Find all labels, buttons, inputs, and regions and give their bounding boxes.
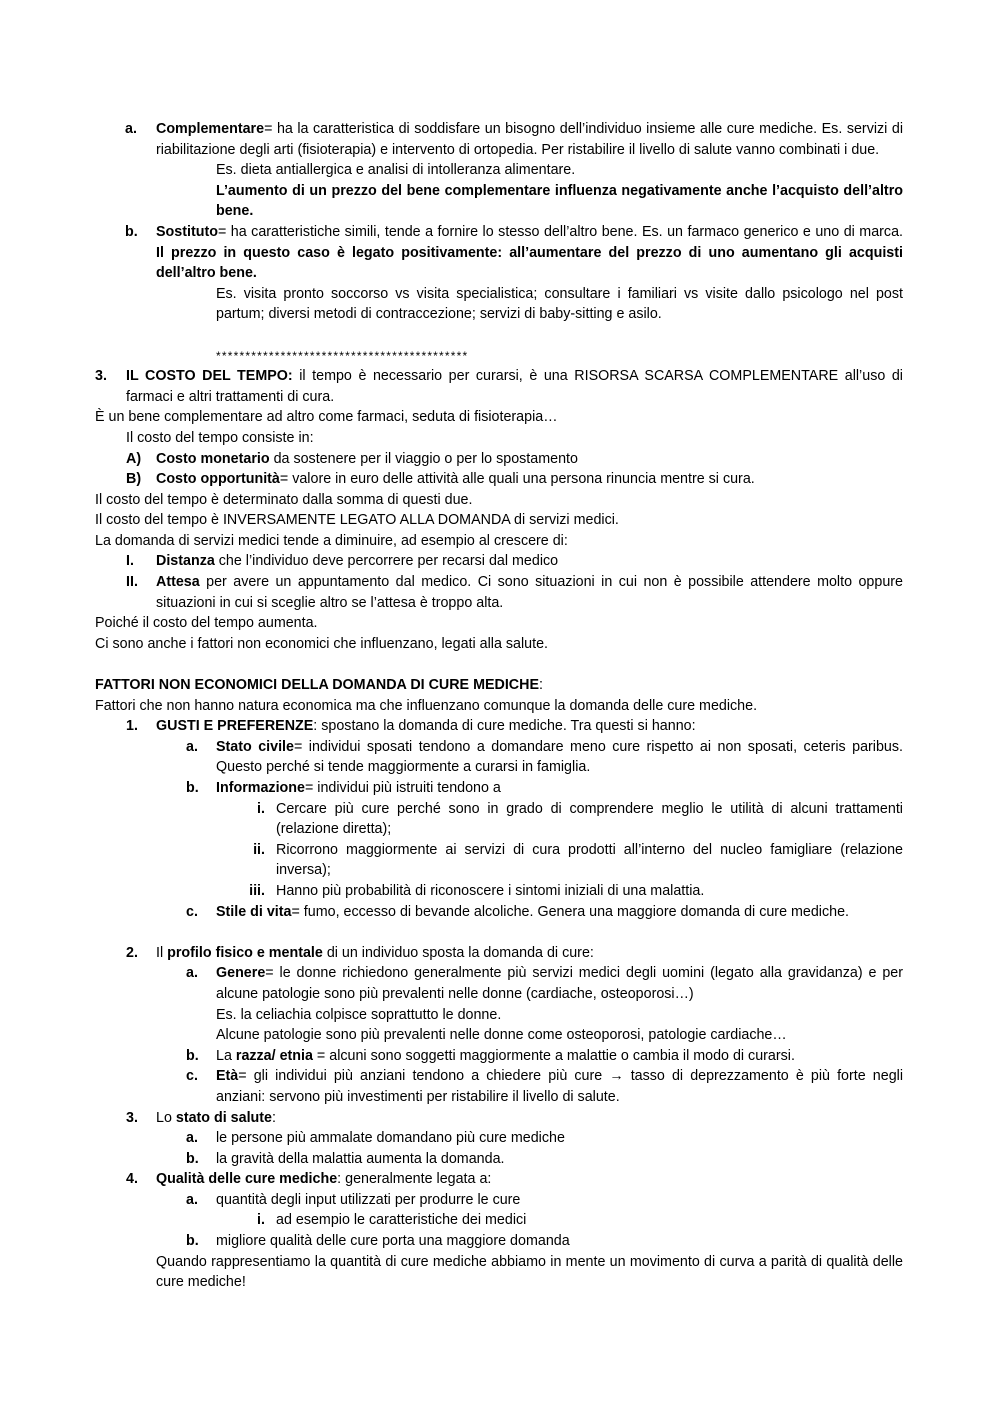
- term-profilo: profilo fisico e mentale: [167, 944, 323, 961]
- term-costo-monetario: Costo monetario: [156, 450, 270, 467]
- definition-text: = fumo, eccesso di bevande alcoliche. Genera una maggiore domanda di cure mediche.: [291, 903, 850, 920]
- paragraph: Il costo del tempo consiste in:: [126, 429, 314, 446]
- definition-text: = individui sposati tendono a domandare meno cure rispetto ai non sposati, ceteris paribus. Questo perché si tende maggiormente a curarsi in famiglia.: [216, 738, 903, 776]
- list-marker: ii.: [253, 841, 265, 858]
- list-marker: 3.: [126, 1109, 138, 1126]
- list-marker: b.: [186, 1150, 199, 1167]
- definition-text: : spostano la domanda di cure mediche. Tra questi si hanno:: [313, 718, 696, 735]
- definition-text: = le donne richiedono generalmente più servizi medici degli uomini (legato alla gravidanza) e per alcune patologie sono più prevalenti nelle donne (cardiache, osteoporosi…): [216, 965, 903, 1002]
- list-item-profilo: [95, 943, 903, 964]
- text-prefix: Il: [156, 944, 168, 961]
- list-item-informazione: [95, 778, 903, 799]
- definition-text: :: [272, 1109, 276, 1126]
- list-item-info-iii: [95, 881, 903, 902]
- list-marker: B): [126, 471, 142, 488]
- term-complementare: Complementare: [156, 121, 265, 137]
- list-item-info-ii: [95, 840, 903, 881]
- definition-text: = individui più istruiti tendono a: [304, 780, 501, 796]
- list-item-qualita-a-i: [95, 1210, 903, 1231]
- definition-text: Cercare più cure perché sono in grado di comprendere meglio le utilità di alcuni trattamenti (relazione diretta);: [276, 800, 903, 838]
- definition-text: le persone più ammalate domandano più cure mediche: [216, 1130, 565, 1147]
- definition-text: che l’individuo deve percorrere per recarsi dal medico: [214, 553, 559, 570]
- paragraph: Poiché il costo del tempo aumenta.: [95, 615, 318, 632]
- list-marker: a.: [186, 965, 198, 982]
- paragraph: Il costo del tempo è INVERSAMENTE LEGATO ALLA DOMANDA di servizi medici.: [95, 512, 619, 529]
- list-marker: i.: [257, 1212, 265, 1229]
- list-marker: c.: [186, 1068, 198, 1085]
- definition-text: = valore in euro delle attività alle quali una persona rinuncia mentre si cura.: [279, 471, 755, 488]
- heading-colon: :: [539, 677, 543, 694]
- list-marker: A): [126, 450, 142, 467]
- separator-stars: *******************************************: [216, 348, 469, 363]
- term-genere: Genere: [216, 965, 266, 982]
- term-attesa: Attesa: [156, 574, 200, 591]
- definition-text: tasso di deprezzamento è più forte negli anziani: servono più investimenti per ristabilire il livello di salute.: [216, 1068, 903, 1105]
- list-item-complementare: [95, 119, 903, 160]
- list-marker: a.: [186, 1191, 198, 1208]
- document-page: [95, 119, 903, 1293]
- term-stato-salute: stato di salute: [175, 1109, 273, 1126]
- list-item-stato-salute: [95, 1108, 903, 1129]
- list-item-info-i: [95, 799, 903, 840]
- list-item-genere: [95, 963, 903, 1004]
- list-marker: a.: [186, 738, 198, 755]
- list-marker: I.: [126, 553, 134, 570]
- example-text: Es. la celiachia colpisce soprattutto le donne.: [216, 1006, 502, 1023]
- list-item-distanza: [95, 551, 903, 572]
- list-item-attesa: [95, 572, 903, 613]
- example-text: Es. dieta antiallergica e analisi di intolleranza alimentare.: [216, 162, 576, 179]
- term-razza: razza/ etnia: [235, 1047, 313, 1064]
- definition-text: per avere un appuntamento dal medico. Ci sono situazioni in cui non è possibile attendere molto oppure situazioni in cui si sceglie altro se l’attesa è troppo alta.: [156, 574, 903, 611]
- example-text: Alcune patologie sono più prevalenti nelle donne come osteoporosi, patologie cardiache…: [216, 1027, 787, 1044]
- definition-text: = alcuni sono soggetti maggiormente a malattie o cambia il modo di curarsi.: [312, 1047, 795, 1064]
- paragraph: La domanda di servizi medici tende a diminuire, ad esempio al crescere di:: [95, 532, 568, 549]
- definition-text: quantità degli input utilizzati per produrre le cure: [216, 1191, 521, 1208]
- list-marker: 3.: [95, 368, 107, 385]
- list-marker: II.: [126, 574, 138, 591]
- list-marker: a.: [186, 1130, 198, 1147]
- definition-text: di un individuo sposta la domanda di cure:: [322, 944, 594, 961]
- list-marker: iii.: [249, 882, 265, 899]
- list-marker: b.: [125, 223, 138, 240]
- example-text: Es. visita pronto soccorso vs visita specialistica; consultare i familiari vs visite dallo psicologo nel post partum; diversi metodi di contraccezione; servizi di baby-sitting e asilo.: [216, 285, 903, 323]
- bold-note: Il prezzo in questo caso è legato positivamente: all’aumentare del prezzo di uno aumentano gli acquisti dell’altro bene.: [156, 244, 903, 282]
- list-item-qualita-a: [95, 1190, 903, 1211]
- definition-text: = ha la caratteristica di soddisfare un bisogno dell’individuo insieme alle cure mediche. Es. servizi di riabilitazione degli arti (fisioterapia) e intervento di ortopedia. Per ristabilire il livello di salute vanno combinati i due.: [156, 121, 903, 158]
- term-costo-opportunita: Costo opportunità: [156, 471, 280, 488]
- text-prefix: La: [216, 1047, 236, 1064]
- list-marker: b.: [186, 780, 199, 796]
- list-marker: 4.: [126, 1171, 138, 1188]
- definition-text: migliore qualità delle cure porta una maggiore domanda: [216, 1233, 570, 1250]
- paragraph: Fattori che non hanno natura economica ma che influenzano comunque la domanda delle cure mediche.: [95, 697, 758, 714]
- term-distanza: Distanza: [156, 553, 215, 570]
- list-marker: i.: [257, 800, 265, 817]
- term-stato-civile: Stato civile: [216, 738, 294, 755]
- list-marker: 1.: [126, 718, 138, 735]
- arrow-right-icon: →: [609, 1068, 624, 1085]
- list-item-razza: [95, 1046, 903, 1067]
- list-item-stile-di-vita: [95, 902, 903, 923]
- closing-paragraph: Quando rappresentiamo la quantità di cure mediche abbiamo in mente un movimento di curva a parità di qualità delle cure mediche!: [156, 1253, 903, 1291]
- paragraph: Il costo del tempo è determinato dalla somma di questi due.: [95, 491, 473, 508]
- list-item-gusti-preferenze: [95, 716, 903, 737]
- list-item-salute-a: [95, 1128, 903, 1149]
- list-item-eta: [95, 1066, 903, 1107]
- bold-note: L’aumento di un prezzo del bene complementare influenza negativamente anche l’acquisto dell’altro bene.: [216, 182, 903, 220]
- list-item-salute-b: [95, 1149, 903, 1170]
- definition-text: = ha caratteristiche simili, tende a fornire lo stesso dell’altro bene. Es. un farmaco generico e uno di marca.: [217, 223, 903, 240]
- list-marker: c.: [186, 903, 198, 920]
- list-item-stato-civile: [95, 737, 903, 778]
- list-item-costo-monetario: [95, 449, 903, 470]
- definition-text: Ricorrono maggiormente ai servizi di cura prodotti all’interno del nucleo famigliare (relazione inversa);: [276, 841, 903, 879]
- section-heading: [95, 675, 903, 696]
- list-marker: b.: [186, 1233, 199, 1250]
- definition-text: ad esempio le caratteristiche dei medici: [276, 1212, 527, 1229]
- definition-text: : generalmente legata a:: [337, 1171, 492, 1188]
- definition-text: il tempo è necessario per curarsi, è una RISORSA SCARSA COMPLEMENTARE all’uso di farmaci e altri trattamenti di cura.: [126, 368, 903, 405]
- list-marker: b.: [186, 1047, 199, 1064]
- heading-text: FATTORI NON ECONOMICI DELLA DOMANDA DI CURE MEDICHE: [95, 677, 539, 694]
- term-stile-di-vita: Stile di vita: [216, 903, 292, 920]
- text-prefix: Lo: [156, 1109, 176, 1126]
- list-marker: a.: [125, 121, 137, 137]
- paragraph: Ci sono anche i fattori non economici che influenzano, legati alla salute.: [95, 635, 549, 652]
- list-marker: 2.: [126, 944, 138, 961]
- list-item-costo-del-tempo: [95, 366, 903, 407]
- term-qualita: Qualità delle cure mediche: [156, 1171, 338, 1188]
- definition-text: = gli individui più anziani tendono a chiedere più cure: [238, 1068, 610, 1085]
- list-item-qualita: [95, 1169, 903, 1190]
- list-item-costo-opportunita: [95, 469, 903, 490]
- definition-text: da sostenere per il viaggio o per lo spostamento: [269, 450, 578, 467]
- list-item-qualita-b: [95, 1231, 903, 1252]
- list-item-sostituto: [95, 222, 903, 284]
- definition-text: la gravità della malattia aumenta la domanda.: [216, 1150, 505, 1167]
- term-eta: Età: [216, 1068, 239, 1085]
- term-costo-del-tempo: IL COSTO DEL TEMPO:: [126, 368, 293, 385]
- term-sostituto: Sostituto: [156, 223, 218, 240]
- term-informazione: Informazione: [216, 780, 305, 796]
- term-gusti-preferenze: GUSTI E PREFERENZE: [156, 718, 314, 735]
- paragraph: È un bene complementare ad altro come farmaci, seduta di fisioterapia…: [95, 409, 558, 426]
- definition-text: Hanno più probabilità di riconoscere i sintomi iniziali di una malattia.: [276, 882, 705, 899]
